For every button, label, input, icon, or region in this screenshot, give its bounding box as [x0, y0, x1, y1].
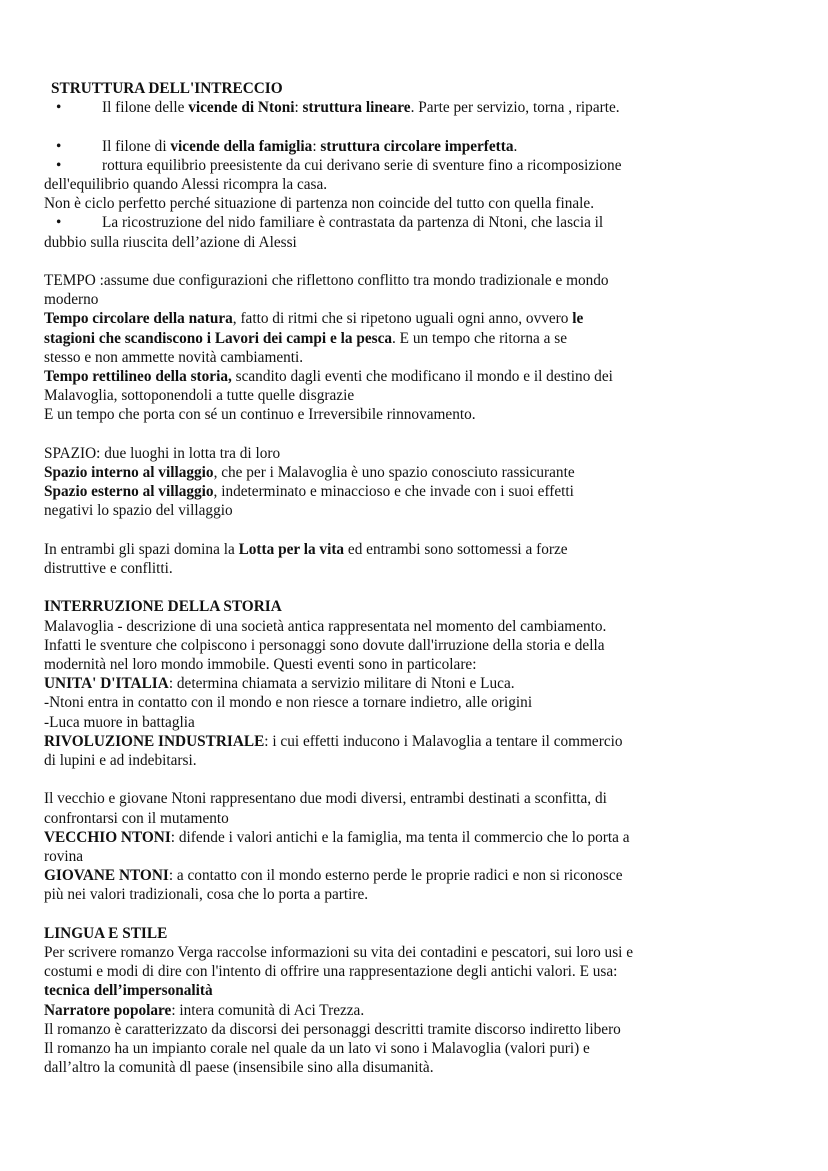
text-line: TEMPO :assume due configurazioni che riflettono conflitto tra mondo tradizionale e mondo [44, 272, 609, 289]
text-line: Tempo rettilineo della storia, scandito dagli eventi che modificano il mondo e il destino dei [44, 368, 613, 386]
bullet-item: • La ricostruzione del nido familiare è contrastata da partenza di Ntoni, che lascia il [56, 214, 604, 232]
text-line: VECCHIO NTONI: difende i valori antichi e la famiglia, ma tenta il commercio che lo porta a [44, 828, 630, 846]
text-line: Narratore popolare: intera comunità di Aci Trezza. [44, 1001, 365, 1019]
text-line: E un tempo che porta con sé un continuo e Irreversibile rinnovamento. [44, 406, 476, 424]
text-line: Spazio esterno al villaggio, indeterminato e minaccioso e che invade con i suoi effetti [44, 483, 574, 501]
text-line: Non è ciclo perfetto perché situazione di partenza non coincide del tutto con quella finale. [44, 195, 595, 213]
text-line: SPAZIO: due luoghi in lotta tra di loro [44, 444, 281, 462]
text-line: -Ntoni entra in contatto con il mondo e non riesce a tornare indietro, alle origini [44, 694, 533, 712]
text-line: In entrambi gli spazi domina la Lotta per la vita ed entrambi sono sottomessi a forze [44, 540, 568, 558]
text-line: modernità nel loro mondo immobile. Questi eventi sono in particolare: [44, 656, 477, 674]
text-line: Malavoglia, sottoponendoli a tutte quelle disgrazie [44, 387, 355, 405]
spacer [44, 117, 804, 136]
text-line: RIVOLUZIONE INDUSTRIALE: i cui effetti inducono i Malavoglia a tentare il commercio [44, 732, 623, 750]
text-line: UNITA' D'ITALIA: determina chiamata a servizio militare di Ntoni e Luca. [44, 675, 515, 693]
text-line: più nei valori tradizionali, cosa che lo porta a partire. [44, 886, 369, 904]
bullet-icon: • [56, 214, 62, 232]
text-line: distruttive e conflitti. [44, 560, 173, 578]
text-line: Malavoglia - descrizione di una società antica rappresentata nel momento del cambiamento. [44, 617, 607, 635]
text-line: Il vecchio e giovane Ntoni rappresentano due modi diversi, entrambi destinati a sconfitta, di [44, 790, 607, 808]
spacer [44, 425, 804, 444]
text-line: negativi lo spazio del villaggio [44, 502, 233, 520]
text-line: Spazio interno al villaggio, che per i Malavoglia è uno spazio conosciuto rassicurante [44, 464, 575, 482]
text-line: Il romanzo ha un impianto corale nel quale da un lato vi sono i Malavoglia (valori puri) e [44, 1040, 590, 1058]
spacer [44, 905, 804, 924]
text-line: Il romanzo è caratterizzato da discorsi dei personaggi descritti tramite discorso indiretto libero [44, 1020, 621, 1038]
text-line: moderno [44, 291, 99, 309]
text-line: Per scrivere romanzo Verga raccolse informazioni su vita dei contadini e pescatori, sui loro usi e [44, 944, 634, 962]
text-line: GIOVANE NTONI: a contatto con il mondo esterno perde le proprie radici e non si riconosce [44, 867, 623, 885]
text-line: stagioni che scandiscono i Lavori dei campi e la pesca. E un tempo che ritorna a se [44, 329, 568, 347]
bullet-item: • Il filone delle vicende di Ntoni: struttura lineare. Parte per servizio, torna , riparte. [56, 99, 620, 117]
bullet-icon: • [56, 156, 62, 174]
text-line: Tempo circolare della natura, fatto di ritmi che si ripetono uguali ogni anno, ovvero le [44, 310, 584, 328]
section-heading-intreccio: STRUTTURA DELL'INTRECCIO [51, 80, 283, 97]
spacer [44, 578, 804, 597]
text-line: dall’altro la comunità dl paese (insensibile sino alla disumanità. [44, 1059, 434, 1077]
document-page [44, 79, 804, 1077]
text-line: dubbio sulla riuscita dell’azione di Alessi [44, 233, 297, 251]
spacer [44, 521, 804, 540]
bullet-item: • Il filone di vicende della famiglia: struttura circolare imperfetta. [56, 137, 518, 155]
bullet-icon: • [56, 99, 62, 117]
spacer [44, 252, 804, 271]
bullet-icon: • [56, 137, 62, 155]
section-heading-lingua: LINGUA E STILE [44, 924, 168, 942]
text-line: stesso e non ammette novità cambiamenti. [44, 348, 304, 366]
text-line: Infatti le sventure che colpiscono i personaggi sono dovute dall'irruzione della storia e della [44, 636, 605, 654]
section-heading-storia: INTERRUZIONE DELLA STORIA [44, 598, 282, 616]
text-line: tecnica dell’impersonalità [44, 982, 213, 1000]
text-line: confrontarsi con il mutamento [44, 809, 229, 827]
text-line: costumi e modi di dire con l'intento di offrire una rappresentazione degli antichi valori. E usa: [44, 963, 618, 981]
text-line: rovina [44, 848, 84, 866]
text-line: -Luca muore in battaglia [44, 713, 195, 731]
text-line: di lupini e ad indebitarsi. [44, 752, 197, 770]
spacer [44, 770, 804, 789]
bullet-item: • rottura equilibrio preesistente da cui derivano serie di sventure fino a ricomposizione [56, 156, 622, 174]
text-line: dell'equilibrio quando Alessi ricompra la casa. [44, 176, 328, 193]
